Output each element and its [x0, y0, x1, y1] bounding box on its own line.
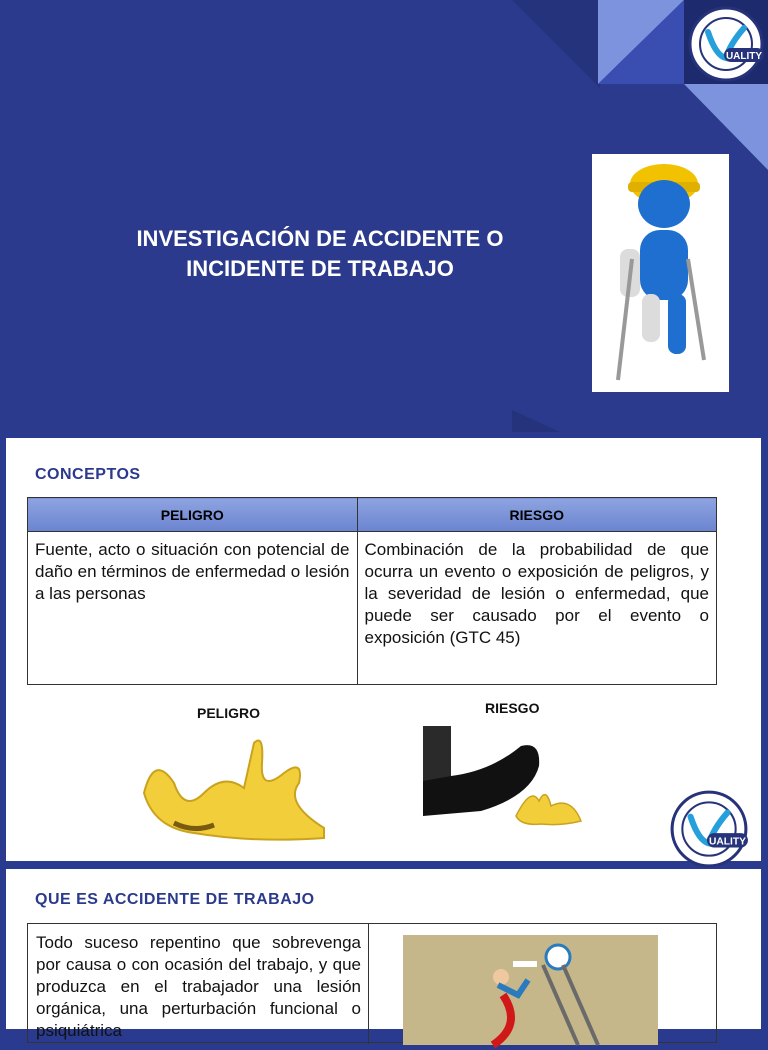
peligro-definition: Fuente, acto o situación con potencial de daño en términos de enfermedad o lesión a las personas [28, 532, 358, 685]
riesgo-definition: Combinación de la probabilidad de que ocurra un evento o exposición de peligros, y la severidad de lesión o enfermedad, que puede ser causado por el evento o exposición (GTC 45) [357, 532, 716, 685]
fall-from-ladder-icon [403, 935, 658, 1045]
worker-on-crutches-icon [592, 154, 729, 392]
column-divider [368, 924, 369, 1044]
title-line-2: INCIDENTE DE TRABAJO [186, 256, 454, 281]
accident-definition: Todo suceso repentino que sobrevenga por causa o con ocasión del trabajo, y que produzca en el trabajador una lesión orgánica, una perturbación funcional o psiquiátrica [36, 933, 361, 1040]
presentation-title [80, 224, 560, 284]
svg-text:UALITY: UALITY [725, 51, 763, 62]
banana-peel-icon [134, 733, 334, 843]
injured-worker-illustration [592, 154, 729, 392]
riesgo-image-label: RIESGO [485, 700, 540, 716]
table-row [28, 532, 717, 685]
title-slide [0, 0, 768, 432]
quality-logo [668, 788, 750, 870]
concepts-heading: CONCEPTOS [35, 466, 141, 483]
accident-slide [6, 869, 761, 1040]
column-header-riesgo: RIESGO [357, 498, 716, 532]
concepts-slide [6, 438, 761, 861]
accident-heading: QUE ES ACCIDENTE DE TRABAJO [35, 891, 315, 908]
accident-definition-box [27, 923, 717, 1043]
concepts-table [27, 497, 717, 685]
column-header-peligro: PELIGRO [28, 498, 358, 532]
quality-logo [686, 4, 766, 84]
shoe-on-banana-icon [421, 726, 591, 851]
title-line-1: INVESTIGACIÓN DE ACCIDENTE O [136, 226, 504, 251]
peligro-image-label: PELIGRO [197, 705, 261, 721]
svg-text:UALITY: UALITY [708, 836, 746, 848]
workplace-fall-illustration [403, 935, 658, 1045]
